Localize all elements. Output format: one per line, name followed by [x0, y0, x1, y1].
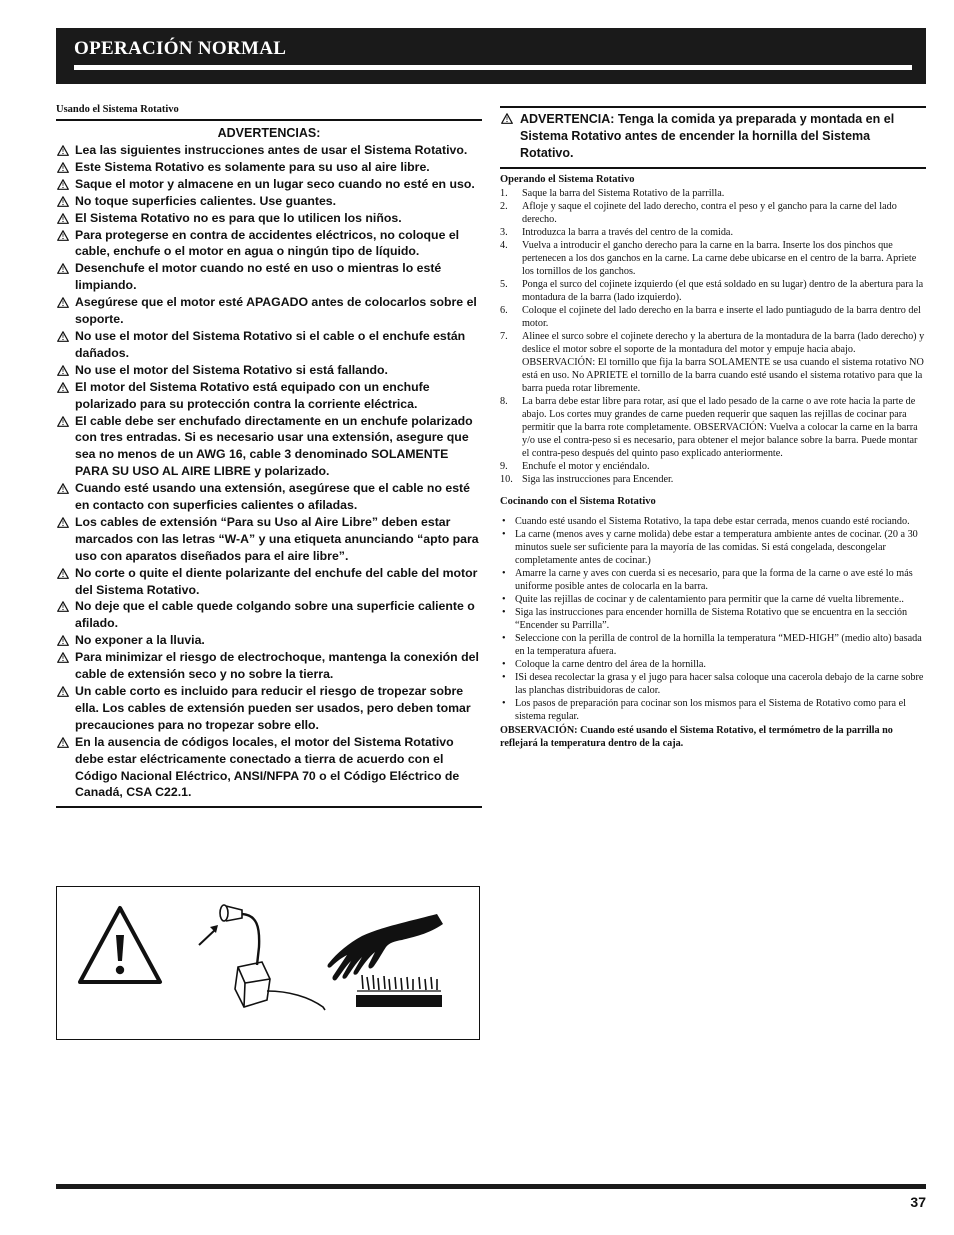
warning-item — [56, 632, 482, 649]
warning-item — [56, 227, 482, 261]
step-text: Alinee el surco sobre el cojinete derecho y la abertura de la montadura de la barra (lado derecho) y deslice el motor sobre el soporte de la montadura del motor y empuje hacia abajo. OBSERVACIÓN: El tornillo que fija la barra SOLAMENTE se usa cuando el sistema rotativo NO está en uso. No APRIETE el tornillo de la barra cuando esté usando el sistema rotativo para que la barra pueda rotar libremente. — [522, 331, 925, 394]
warning-item — [56, 413, 482, 481]
warning-item — [56, 734, 482, 802]
step-number: 6. — [500, 305, 508, 316]
warning-triangle-icon — [57, 568, 69, 579]
step-text: Saque la barra del Sistema Rotativo de la parrilla. — [522, 188, 725, 199]
step-item — [500, 304, 926, 330]
warning-triangle-icon — [57, 517, 69, 528]
warning-text: No toque superficies calientes. Use guantes. — [75, 193, 337, 208]
warning-text: No use el motor del Sistema Rotativo si está fallando. — [75, 362, 388, 377]
warning-triangle-icon — [57, 635, 69, 646]
operating-title: Operando el Sistema Rotativo — [500, 174, 635, 185]
warning-triangle-icon — [57, 416, 69, 427]
warning-text: En la ausencia de códigos locales, el motor del Sistema Rotativo debe estar eléctricamente conectado a tierra de acuerdo con el Código Nacional Eléctrico, ANSI/NFPA 70 o el Código Eléctrico de Canadá, CSA C22.1. — [75, 734, 460, 800]
step-number: 9. — [500, 461, 508, 472]
step-number: 3. — [500, 227, 508, 238]
step-number: 2. — [500, 201, 508, 212]
page-number: 37 — [910, 1194, 926, 1210]
step-number: 10. — [500, 474, 513, 485]
warning-text: Los cables de extensión “Para su Uso al Aire Libre” deben estar marcados con las letras “W-A” y una etiqueta anunciando “apto para uso con aparatos diseñados para el aire libre”. — [75, 514, 479, 563]
warning-text: El Sistema Rotativo no es para que lo utilicen los niños. — [75, 210, 402, 225]
cooking-tip: • Seleccione con la perilla de control de la hornilla la temperatura “MED-HIGH” (medio alto) basada en la temperatura afuera. — [500, 632, 926, 658]
warning-item — [56, 260, 482, 294]
step-item — [500, 395, 926, 460]
warnings-list — [56, 142, 482, 801]
warning-text: Lea las siguientes instrucciones antes de usar el Sistema Rotativo. — [75, 143, 468, 157]
warning-text: Cuando esté usando una extensión, asegúrese que el cable no esté en contacto con superficies calientes o afiladas. — [75, 481, 470, 513]
header-bar — [56, 28, 926, 84]
warning-triangle-icon — [57, 382, 69, 393]
cooking-tip: • Coloque la carne dentro del área de la hornilla. — [500, 658, 926, 671]
warning-item — [56, 159, 482, 176]
warning-item — [56, 683, 482, 734]
step-number: 8. — [500, 396, 508, 407]
warning-triangle-icon — [57, 686, 69, 697]
warning-item — [56, 193, 482, 210]
step-item — [500, 330, 926, 395]
warning-triangle-icon — [57, 196, 69, 207]
step-number: 1. — [500, 188, 508, 199]
warning-item — [56, 598, 482, 632]
warning-triangle-icon — [57, 483, 69, 494]
warning-text: Este Sistema Rotativo es solamente para su uso al aire libre. — [75, 159, 430, 174]
warning-item — [56, 294, 482, 328]
footer-bar — [56, 1184, 926, 1189]
rotisserie-warning-text: ADVERTENCIA: Tenga la comida ya preparada y montada en el Sistema Rotativo antes de encender la hornilla del Sistema Rotativo. — [520, 112, 895, 160]
step-text: Ponga el surco del cojinete izquierdo (el que está soldado en su lugar) dentro de la abertura para la montadura de la barra (lado izquierdo). — [522, 279, 924, 303]
step-number: 4. — [500, 240, 508, 251]
warning-text: No corte o quite el diente polarizante del enchufe del cable del motor del Sistema Rotativo. — [75, 565, 478, 597]
cooking-tip: • Quite las rejillas de cocinar y de calentamiento para permitir que la carne dé vuelta libremente.. — [500, 593, 926, 606]
step-item — [500, 473, 926, 486]
warning-text: No exponer a la lluvia. — [75, 633, 205, 648]
cooking-tips — [500, 515, 926, 723]
step-text: La barra debe estar libre para rotar, así que el lado pesado de la carne o ave rote hacia la parte de abajo. Los cortes muy grandes de carne pueden requerir que saquen las rejillas de cocinar para permitir que la barra rote completamente. OBSERVACIÓN: Vuelva a colocar la carne en la barra y/o use el contra-peso si es necesario, para obtener el mejor balance sobre la barra. Puede montar el contra-peso después del quinto paso explicado anteriormente. — [522, 396, 918, 459]
cooking-tip: • Siga las instrucciones para encender hornilla de Sistema Rotativo que se encuentra en la sección “Encender su Parrilla”. — [500, 606, 926, 632]
warning-text: Un cable corto es incluido para reducir el riesgo de tropezar sobre ella. Los cables de extensión pueden ser usados, pero deben tomar precauciones para no tropezar sobre ello. — [75, 684, 471, 732]
step-item — [500, 239, 926, 278]
step-text: Vuelva a introducir el gancho derecho para la carne en la barra. Inserte los dos pinchos que pertenecen a los dos ganchos en la carne. La carne debe ubicarse en el centro de la barra. Apriete los tornillos de los ganchos. — [522, 240, 917, 277]
cooking-tip: • Los pasos de preparación para cocinar son los mismos para el Sistema de Rotativo como para el sistema regular. — [500, 697, 926, 723]
step-item — [500, 200, 926, 226]
warning-triangle-icon — [501, 113, 513, 124]
illustrations — [57, 887, 478, 1038]
cooking-tip: • ISi desea recolectar la grasa y el jugo para hacer salsa coloque una cacerola debajo de la carne sobre las planchas distribuidoras de calor. — [500, 671, 926, 697]
warning-item — [56, 379, 482, 413]
warning-item — [56, 176, 482, 193]
step-number: 5. — [500, 279, 508, 290]
warning-item — [56, 210, 482, 227]
step-text: Coloque el cojinete del lado derecho en la barra e inserte el lado puntiagudo de la barra dentro del motor. — [522, 305, 921, 329]
warning-item — [56, 565, 482, 599]
warnings-title: ADVERTENCIAS: — [217, 126, 321, 140]
warning-item — [56, 514, 482, 565]
warning-text: Desenchufe el motor cuando no esté en uso o mientras lo esté limpiando. — [75, 261, 442, 293]
warning-triangle-icon — [57, 737, 69, 748]
page-title: OPERACIÓN NORMAL — [74, 38, 287, 59]
warning-text: Para protegerse en contra de accidentes eléctricos, no coloque el cable, enchufe o el motor en agua o ningún tipo de líquido. — [75, 227, 460, 259]
warning-triangle-icon — [80, 908, 160, 982]
step-item — [500, 187, 926, 200]
warning-text: Para minimizar el riesgo de electrochoque, mantenga la conexión del cable de extensión seco y no sobre la tierra. — [75, 650, 479, 682]
cooking-tip: • La carne (menos aves y carne molida) debe estar a temperatura ambiente antes de cocinar. (20 a 30 minutos suele ser suficiente para la mayoría de las comidas. Si está congelada, descongelar completamente antes de cocinar.) — [500, 528, 926, 567]
warning-text: No use el motor del Sistema Rotativo si el cable o el enchufe están dañados. — [75, 328, 466, 360]
warning-triangle-icon — [57, 162, 69, 173]
rotisserie-warning — [500, 106, 926, 169]
illustration-box — [56, 886, 480, 1040]
warning-triangle-icon — [57, 213, 69, 224]
operating-steps — [500, 187, 926, 486]
rotisserie-motor-icon — [199, 905, 325, 1010]
section-title: Usando el Sistema Rotativo — [56, 104, 482, 121]
step-number: 7. — [500, 331, 508, 342]
hot-surface-hand-icon — [328, 914, 443, 1007]
warning-item — [56, 649, 482, 683]
cooking-tip: • Cuando esté usando el Sistema Rotativo, la tapa debe estar cerrada, menos cuando esté rociando. — [500, 515, 926, 528]
warning-item — [56, 328, 482, 362]
warning-triangle-icon — [57, 230, 69, 241]
cooking-title: Cocinando con el Sistema Rotativo — [500, 496, 656, 507]
warning-triangle-icon — [57, 601, 69, 612]
warning-item — [56, 480, 482, 514]
step-item — [500, 226, 926, 239]
warning-triangle-icon — [57, 297, 69, 308]
step-text: Introduzca la barra a través del centro de la comida. — [522, 227, 733, 238]
warning-triangle-icon — [57, 652, 69, 663]
warning-text: El motor del Sistema Rotativo está equipado con un enchufe polarizado para su protección contra la corriente eléctrica. — [75, 379, 430, 411]
warning-text: No deje que el cable quede colgando sobre una superficie caliente o afilado. — [75, 599, 475, 631]
warning-triangle-icon — [57, 331, 69, 342]
warning-text: El cable debe ser enchufado directamente en un enchufe polarizado con tres entradas. Si es necesario usar una extensión, asegure que sea no menos de un AWG 16, cable 3 denominado SOLAMENTE PARA SU USO AL AIRE LIBRE y polarizado. — [75, 413, 473, 479]
thermometer-note: OBSERVACIÓN: Cuando esté usando el Sistema Rotativo, el termómetro de la parrilla no reflejará la temperatura dentro de la caja. — [500, 725, 893, 749]
step-item — [500, 460, 926, 473]
warning-text: Asegúrese que el motor esté APAGADO antes de colocarlos sobre el soporte. — [75, 295, 477, 327]
step-text: Enchufe el motor y enciéndalo. — [522, 461, 650, 472]
header-rule — [74, 65, 912, 70]
warning-text: Saque el motor y almacene en un lugar seco cuando no esté en uso. — [75, 176, 475, 191]
cooking-tip: • Amarre la carne y aves con cuerda si es necesario, para que la forma de la carne o ave esté lo más uniforme posible antes de colocarla en la barra. — [500, 567, 926, 593]
warning-triangle-icon — [57, 145, 69, 156]
step-text: Afloje y saque el cojinete del lado derecho, contra el peso y el gancho para la carne del lado derecho. — [522, 201, 897, 225]
warning-item — [56, 142, 482, 159]
warning-item — [56, 362, 482, 379]
step-item — [500, 278, 926, 304]
warning-triangle-icon — [57, 179, 69, 190]
step-text: Siga las instrucciones para Encender. — [522, 474, 674, 485]
left-column — [56, 104, 482, 808]
warning-triangle-icon — [57, 365, 69, 376]
right-column — [500, 106, 926, 750]
warning-triangle-icon — [57, 263, 69, 274]
warnings-bottom-rule — [56, 806, 482, 808]
